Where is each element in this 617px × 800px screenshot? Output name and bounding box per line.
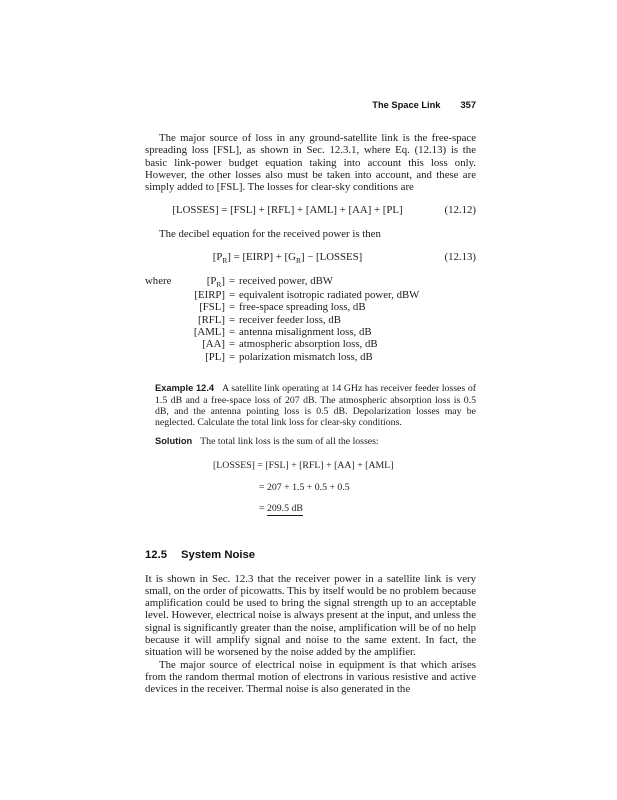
- where-definition: free-space spreading loss, dB: [239, 301, 366, 314]
- equation-12-12-number: (12.12): [444, 204, 476, 217]
- where-term: [EIRP]: [194, 288, 225, 301]
- where-prefix: [145, 301, 178, 313]
- where-definition: polarization mismatch loss, dB: [239, 350, 373, 363]
- where-definition: equivalent isotropic radiated power, dBW: [239, 288, 420, 301]
- intro-paragraph: The major source of loss in any ground-satellite link is the free-space spreading loss [FSL], as shown in Sec. 12.3.1, where Eq. (12.13) is the basic link-power budget equation taking into account this loss only. However, the other losses also must be taken into account, and these are simply added to [FSL]. The losses for clear-sky conditions are: [145, 132, 476, 194]
- section-heading: [145, 549, 476, 561]
- equals-sign: =: [228, 338, 236, 351]
- solution-text: The total link loss is the sum of all the losses:: [200, 436, 379, 448]
- where-definition-row: [145, 275, 476, 288]
- running-head-title: The Space Link: [372, 100, 441, 110]
- equals-prefix: =: [259, 503, 267, 515]
- example-equation-line-1: [LOSSES] = [FSL] + [RFL] + [AA] + [AML]: [213, 459, 394, 471]
- decibel-paragraph: The decibel equation for the received power is then: [159, 227, 381, 240]
- example-equation-line-3: [259, 503, 476, 514]
- subscript: R: [222, 255, 228, 265]
- solution-label: Solution: [155, 436, 193, 447]
- example-label: Example 12.4: [155, 383, 215, 394]
- running-head: [145, 100, 476, 110]
- where-definition-row: [145, 326, 476, 338]
- system-noise-paragraph-1: It is shown in Sec. 12.3 that the receiver power in a satellite link is very small, on the order of picowatts. This by itself would be no problem because amplification could be used to bring the signal strength up to an acceptable level. However, electrical noise is always present at the input, and unless the signal is significantly greater than the noise, amplification will be of no help because it will amplify signal and noise to the same extent. In fact, the situation will be worsened by the noise added by the amplifier.: [145, 572, 476, 659]
- equals-sign: =: [228, 275, 236, 288]
- equals-sign: =: [228, 301, 236, 314]
- equals-sign: =: [228, 326, 236, 338]
- example-text: A satellite link operating at 14 GHz has receiver feeder losses of 1.5 dB and a free-space loss of 207 dB. The atmospheric absorption loss is 0.5 dB, and the antenna pointing loss is 0.5 dB. Depolarization losses may be neglected. Calculate the total link loss for clear-sky conditions.: [155, 383, 476, 429]
- section-title: System Noise: [181, 548, 256, 561]
- section-number: 12.5: [145, 548, 167, 561]
- where-definition-row: [145, 351, 476, 363]
- where-term: [AML]: [193, 326, 225, 338]
- page-content: [145, 100, 476, 696]
- equation-12-12-body: [LOSSES] = [FSL] + [RFL] + [AML] + [AA] + [PL]: [172, 204, 403, 217]
- system-noise-paragraph-2: The major source of electrical noise in equipment is that which arises from the random thermal motion of electrons in various resistive and active devices in the receiver. Thermal noise is also generated in the: [145, 658, 476, 696]
- where-term: [RFL]: [198, 313, 225, 326]
- where-definition: received power, dBW: [239, 275, 333, 288]
- where-definition: atmospheric absorption loss, dB: [239, 338, 378, 351]
- underlined-result: 209.5 dB: [266, 503, 303, 515]
- where-definition-row: [145, 289, 476, 301]
- subscript: R: [216, 279, 222, 289]
- where-prefix: [145, 326, 178, 338]
- where-term: [FSL]: [199, 301, 225, 314]
- subscript: R: [295, 255, 301, 265]
- where-definition: receiver feeder loss, dB: [239, 313, 341, 326]
- where-term: [AA]: [202, 338, 225, 351]
- where-prefix: [145, 338, 178, 350]
- equals-sign: =: [228, 313, 236, 326]
- example-paragraph: [155, 383, 476, 428]
- page-number: 357: [460, 100, 476, 110]
- where-prefix: [145, 314, 178, 326]
- example-block: [155, 383, 476, 514]
- example-equations: [155, 460, 476, 515]
- equals-sign: =: [228, 350, 236, 363]
- equation-12-13-body: $[P_R]$ = [EIRP] + $[G_R]$ − [LOSSES]: [212, 251, 363, 265]
- where-definition: antenna misalignment loss, dB: [239, 326, 372, 338]
- example-equation-line-2: = 207 + 1.5 + 0.5 + 0.5: [259, 481, 350, 493]
- where-definition-row: [145, 301, 476, 313]
- where-prefix: [145, 289, 178, 301]
- where-definition-list: [145, 275, 476, 363]
- equation-12-12: [145, 204, 476, 216]
- equation-12-13-number: (12.13): [444, 251, 476, 264]
- where-prefix: [145, 351, 178, 363]
- where-definition-row: [145, 314, 476, 326]
- where-definition-row: [145, 338, 476, 350]
- equals-sign: =: [228, 288, 236, 301]
- where-term: [PL]: [205, 350, 225, 363]
- where-prefix: where: [145, 275, 172, 288]
- where-term: $[P_R]$: [206, 275, 225, 289]
- equation-12-13: [145, 251, 476, 264]
- solution-paragraph: [155, 436, 476, 447]
